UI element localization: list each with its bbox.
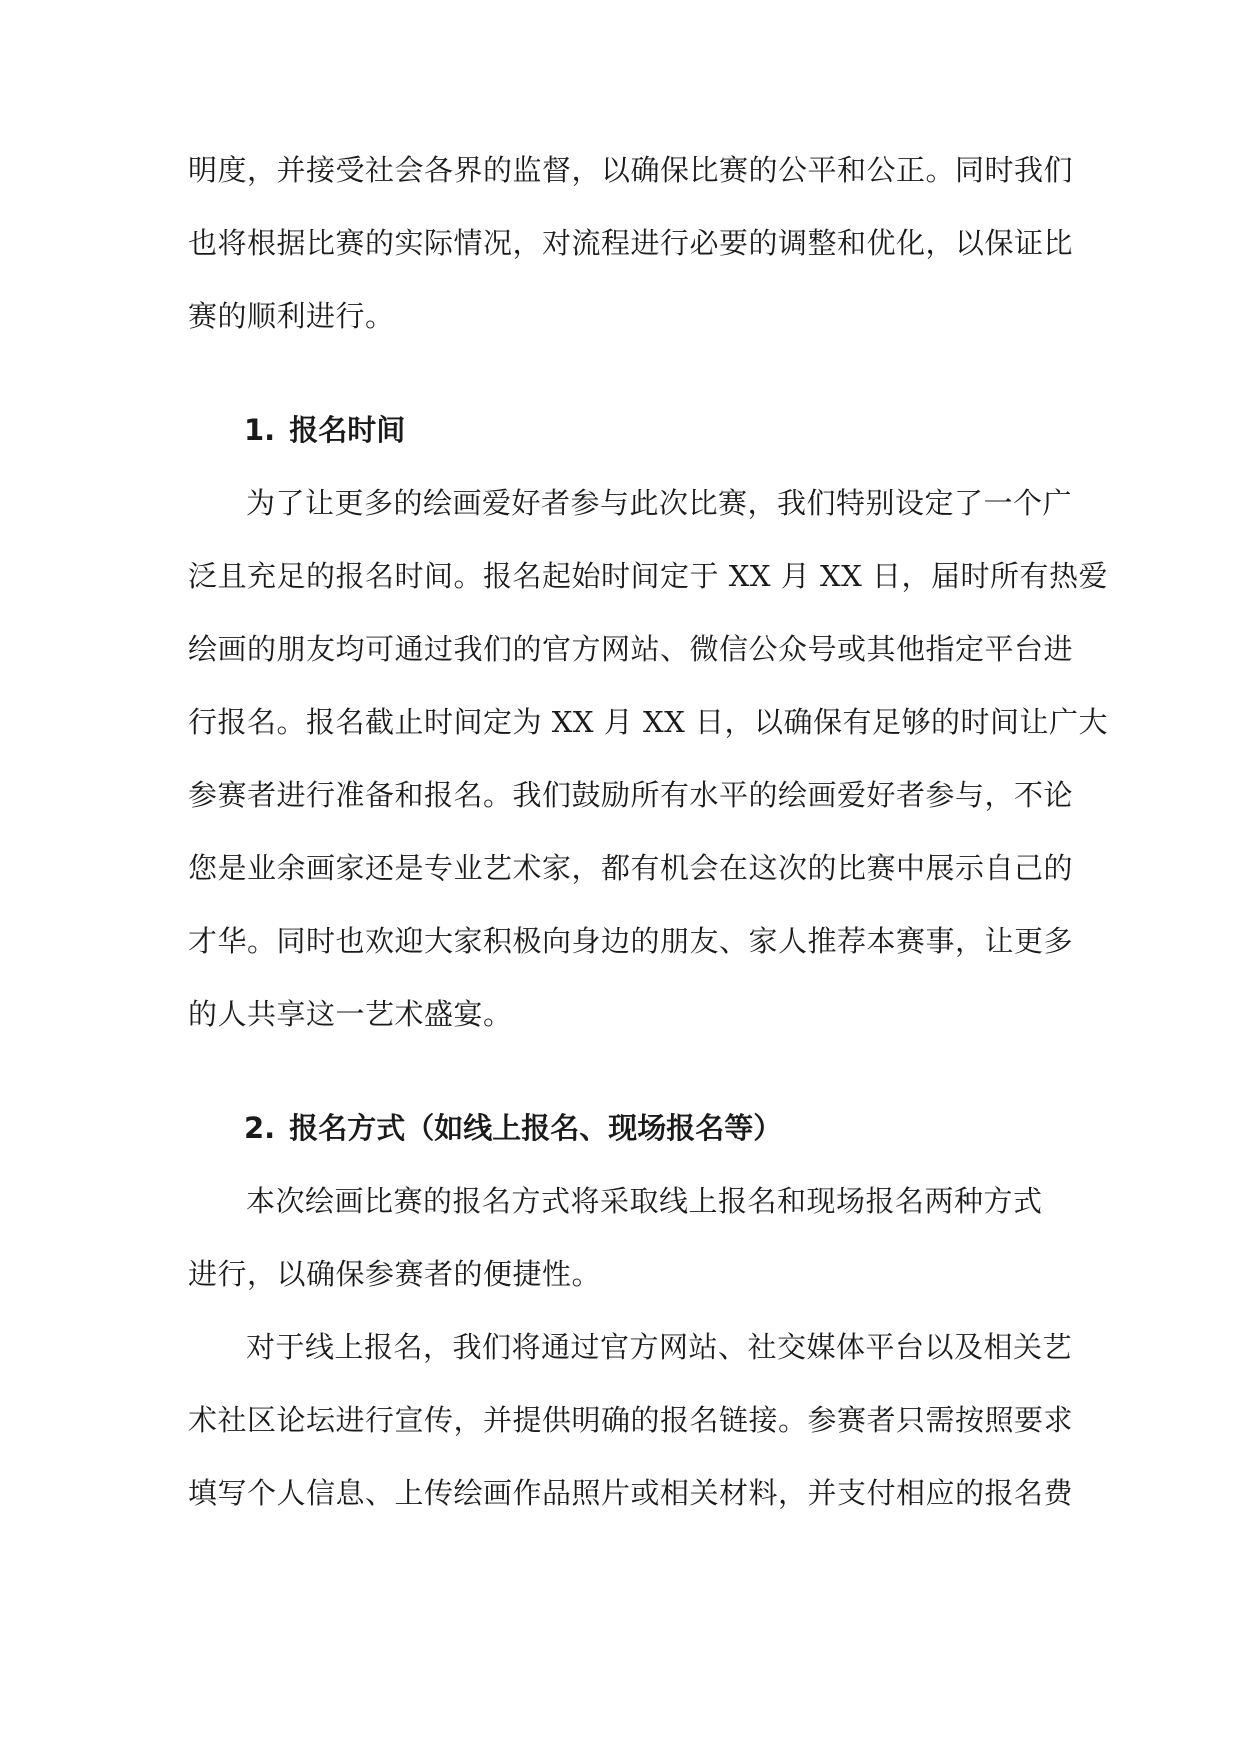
section-heading-registration-method — [188, 1092, 1058, 1165]
text-line: 的人共享这一艺术盛宴。 — [188, 997, 513, 1031]
registration-time-paragraph — [188, 467, 1108, 1051]
intro-paragraph — [188, 134, 1074, 353]
section-number: 1. — [244, 413, 276, 447]
section-title: 报名方式（如线上报名、现场报名等） — [289, 1111, 783, 1145]
text-line: 为了让更多的绘画爱好者参与此次比赛，我们特别设定了一个广 — [246, 486, 1073, 520]
text-line: 您是业余画家还是专业艺术家，都有机会在这次的比赛中展示自己的 — [188, 851, 1074, 885]
document-body — [188, 134, 1108, 1530]
registration-method-paragraph — [188, 1165, 1058, 1311]
text-line: 对于线上报名，我们将通过官方网站、社交媒体平台以及相关艺 — [246, 1330, 1073, 1364]
text-line: 绘画的朋友均可通过我们的官方网站、微信公众号或其他指定平台进 — [188, 632, 1074, 666]
text-line: 本次绘画比赛的报名方式将采取线上报名和现场报名两种方式 — [246, 1184, 1043, 1218]
text-line: 泛且充足的报名时间。报名起始时间定于 XX 月 XX 日，届时所有热爱 — [188, 559, 1108, 593]
section-title: 报名时间 — [289, 413, 406, 447]
text-line: 赛的顺利进行。 — [188, 299, 395, 333]
text-line: 明度，并接受社会各界的监督，以确保比赛的公平和公正。同时我们 — [188, 153, 1074, 187]
text-line: 也将根据比赛的实际情况，对流程进行必要的调整和优化，以保证比 — [188, 226, 1074, 260]
text-line: 才华。同时也欢迎大家积极向身边的朋友、家人推荐本赛事，让更多 — [188, 924, 1074, 958]
text-line: 进行，以确保参赛者的便捷性。 — [188, 1257, 602, 1291]
online-registration-paragraph — [188, 1311, 1074, 1530]
text-line: 参赛者进行准备和报名。我们鼓励所有水平的绘画爱好者参与，不论 — [188, 778, 1074, 812]
text-line: 行报名。报名截止时间定为 XX 月 XX 日，以确保有足够的时间让广大 — [188, 705, 1108, 739]
text-line: 术社区论坛进行宣传，并提供明确的报名链接。参赛者只需按照要求 — [188, 1403, 1074, 1437]
section-heading-registration-time — [188, 394, 1058, 467]
section-number: 2. — [244, 1111, 276, 1145]
text-line: 填写个人信息、上传绘画作品照片或相关材料，并支付相应的报名费 — [188, 1476, 1074, 1510]
